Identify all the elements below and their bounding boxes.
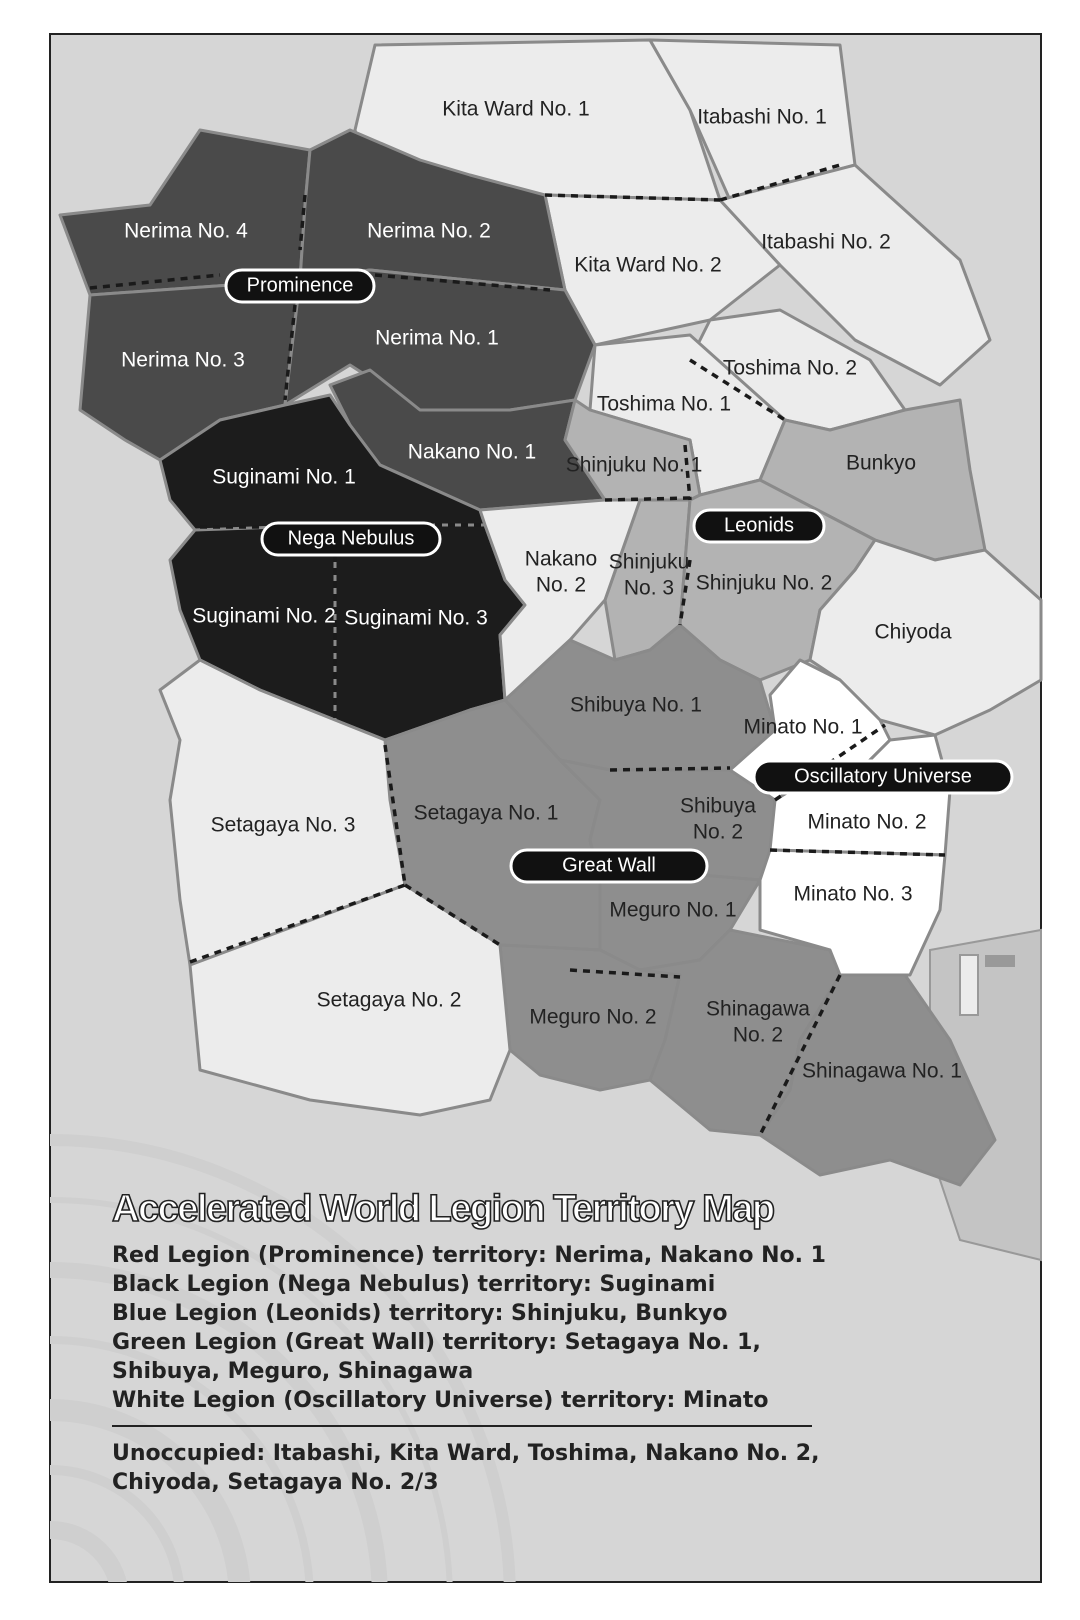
label-shibuya-2-line1: Shibuya [680,794,756,818]
label-shinagawa-2-line2: No. 2 [732,1023,784,1047]
label-shinagawa-2-line1: Shinagawa [706,997,810,1021]
label-shinjuku-1: Shinjuku No. 1 [565,453,703,477]
label-kita-ward-2: Kita Ward No. 2 [574,253,722,277]
label-nerima-3: Nerima No. 3 [121,348,245,372]
label-suginami-1: Suginami No. 1 [212,465,356,489]
legend-divider [112,1425,812,1427]
legend-line: Red Legion (Prominence) territory: Nerima, Nakano No. 1 [112,1243,826,1268]
label-minato-3: Minato No. 3 [793,882,913,906]
label-meguro-1: Meguro No. 1 [609,898,737,922]
legend-unoccupied-line: Chiyoda, Setagaya No. 2/3 [112,1470,439,1495]
legion-label-nega-nebulus: Nega Nebulus [287,527,415,550]
pier [960,955,978,1015]
label-setagaya-2: Setagaya No. 2 [316,988,462,1012]
label-shinjuku-3-line1: Shinjuku [608,550,690,574]
label-shinjuku-3-line2: No. 3 [623,576,675,600]
legion-label-oscillatory-universe: Oscillatory Universe [794,765,972,788]
legend-unoccupied-line: Unoccupied: Itabashi, Kita Ward, Toshima, Nakano No. 2, [112,1441,820,1466]
label-nakano-2-line1: Nakano [524,547,598,571]
label-setagaya-3: Setagaya No. 3 [210,813,356,837]
legion-tag-leonids [694,510,824,542]
label-nerima-1: Nerima No. 1 [375,326,499,350]
legend-title: Accelerated World Legion Territory Map [112,1188,774,1230]
label-meguro-2: Meguro No. 2 [529,1005,657,1029]
label-minato-2: Minato No. 2 [807,810,927,834]
label-itabashi-2: Itabashi No. 2 [761,230,891,254]
pier [985,955,1015,967]
label-nerima-2: Nerima No. 2 [367,219,491,243]
label-nerima-4: Nerima No. 4 [124,219,248,243]
legend-line: Blue Legion (Leonids) territory: Shinjuku, Bunkyo [112,1301,728,1326]
label-setagaya-1: Setagaya No. 1 [413,801,559,825]
label-minato-1: Minato No. 1 [743,715,863,739]
legion-tag-nega-nebulus [262,523,440,555]
label-bunkyo: Bunkyo [845,451,917,475]
legion-label-prominence: Prominence [246,274,354,297]
label-shibuya-1: Shibuya No. 1 [570,693,702,717]
legion-tag-oscillatory-universe [754,761,1012,793]
label-toshima-2: Toshima No. 2 [722,356,858,380]
legend-line: Black Legion (Nega Nebulus) territory: Suginami [112,1272,716,1297]
label-toshima-1: Toshima No. 1 [596,392,732,416]
label-shinagawa-1: Shinagawa No. 1 [802,1059,962,1083]
label-itabashi-1: Itabashi No. 1 [697,105,827,129]
legion-label-great-wall: Great Wall [562,854,656,877]
legend-line: White Legion (Oscillatory Universe) territory: Minato [112,1388,769,1413]
label-kita-ward-1: Kita Ward No. 1 [442,97,590,121]
legion-tag-great-wall [511,850,707,882]
label-chiyoda: Chiyoda [874,620,952,644]
label-suginami-3: Suginami No. 3 [344,606,488,630]
label-nakano-1: Nakano No. 1 [407,440,537,464]
legion-label-leonids: Leonids [723,514,795,537]
legion-tag-prominence [226,270,374,302]
legend-line: Green Legion (Great Wall) territory: Setagaya No. 1, [112,1330,761,1355]
map-legend [112,1188,852,1497]
label-shinjuku-2: Shinjuku No. 2 [695,571,833,595]
label-suginami-2: Suginami No. 2 [192,604,336,628]
label-shibuya-2-line2: No. 2 [692,820,744,844]
label-nakano-2-line2: No. 2 [535,573,587,597]
legend-line: Shibuya, Meguro, Shinagawa [112,1359,474,1384]
